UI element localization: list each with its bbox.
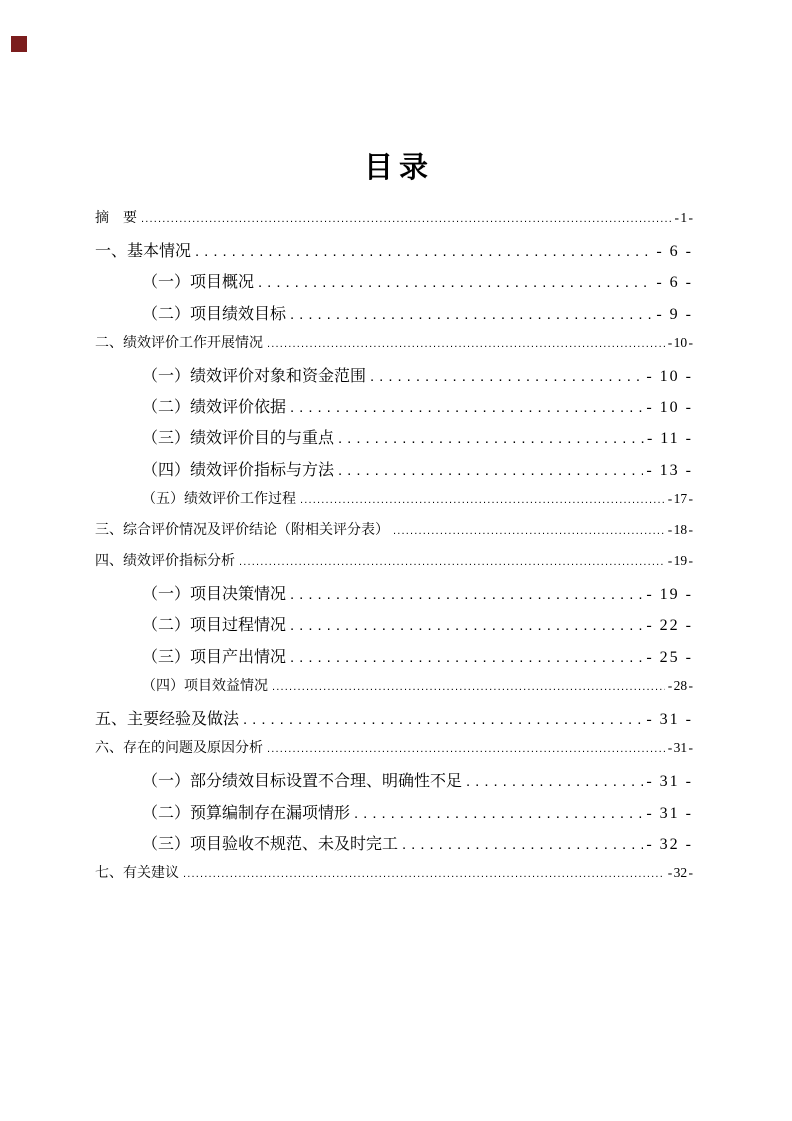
toc-entry-page: - 31 - <box>646 804 693 822</box>
toc-entry[interactable] <box>95 581 693 612</box>
toc-entry[interactable] <box>95 862 693 893</box>
toc-entry-page: - 10 - <box>667 334 693 350</box>
dot-leader <box>290 617 643 634</box>
toc-entry-title: （二）项目过程情况 <box>142 617 287 635</box>
toc-entry-page: - 10 - <box>646 399 693 417</box>
dot-leader <box>258 274 653 291</box>
dot-leader <box>183 868 665 880</box>
toc-entry[interactable] <box>95 519 693 550</box>
toc-entry-title: （四）绩效评价指标与方法 <box>142 461 335 479</box>
toc-entry-title: 三、综合评价情况及评价结论（附相关评分表） <box>95 520 389 537</box>
toc-entry[interactable] <box>95 301 693 332</box>
dot-leader <box>338 430 644 447</box>
toc-entry-title: 七、有关建议 <box>95 863 179 880</box>
toc-entry-title: 五、主要经验及做法 <box>95 711 240 728</box>
toc-entry-title: （三）绩效评价目的与重点 <box>142 430 335 448</box>
dot-leader <box>141 213 672 225</box>
toc-entry[interactable] <box>95 457 693 488</box>
toc-entry-title: （一）部分绩效目标设置不合理、明确性不足 <box>142 773 463 791</box>
toc-entry[interactable] <box>95 550 693 581</box>
toc-entry-page: - 31 - <box>646 773 693 791</box>
dot-leader <box>402 836 643 853</box>
dot-leader <box>393 525 665 537</box>
toc-entry-page: - 10 - <box>646 367 693 385</box>
dot-leader <box>272 681 665 693</box>
toc-entry[interactable] <box>95 207 693 238</box>
toc-entry-page: - 19 - <box>646 586 693 604</box>
toc-entry-title: （三）项目产出情况 <box>142 648 287 666</box>
toc-entry[interactable] <box>95 800 693 831</box>
toc-entry-page: - 17 - <box>667 490 693 506</box>
toc-entry-page: - 6 - <box>656 274 693 292</box>
toc-entry[interactable] <box>95 706 693 737</box>
toc-entry[interactable] <box>95 332 693 363</box>
dot-leader <box>466 773 643 790</box>
toc-title: 目录 <box>363 152 434 184</box>
toc-entry-page: - 11 - <box>646 430 693 448</box>
toc-entry-page: - 9 - <box>656 305 693 323</box>
dot-leader <box>267 743 665 755</box>
toc-entry-title: （二）绩效评价依据 <box>142 399 287 417</box>
toc-entry-page: - 19 - <box>667 553 693 569</box>
toc-entry-title: （一）项目概况 <box>142 274 255 292</box>
toc-entry-page: - 6 - <box>656 243 693 261</box>
toc-entry-title: 四、绩效评价指标分析 <box>95 552 235 569</box>
toc-entry-title: （五）绩效评价工作过程 <box>142 489 296 506</box>
dot-leader <box>300 494 665 506</box>
toc-entry[interactable] <box>95 768 693 799</box>
dot-leader <box>290 399 643 416</box>
toc-entry-page: - 1 - <box>674 210 693 225</box>
toc-entry-page: - 13 - <box>646 461 693 479</box>
dot-leader <box>267 338 665 350</box>
toc-entry-title: 一、基本情况 <box>95 243 192 261</box>
dot-leader <box>239 556 665 568</box>
toc-entry-page: - 32 - <box>646 835 693 853</box>
toc-entry-title: （二）预算编制存在漏项情形 <box>142 804 351 822</box>
toc-entry[interactable] <box>95 612 693 643</box>
toc-entry[interactable] <box>95 737 693 768</box>
dot-leader <box>195 243 653 260</box>
toc-entry-page: - 32 - <box>667 864 693 880</box>
toc-entry-page: - 31 - <box>646 711 693 728</box>
toc-entry-page: - 22 - <box>646 617 693 635</box>
toc-entry[interactable] <box>95 644 693 675</box>
dot-leader <box>354 805 643 822</box>
toc-entry-page: - 18 - <box>667 521 693 537</box>
toc-entry-title: （四）项目效益情况 <box>142 676 268 693</box>
toc-entry-title: 六、存在的问题及原因分析 <box>95 739 263 756</box>
dot-leader <box>370 368 643 385</box>
toc-entry[interactable] <box>95 394 693 425</box>
toc-entry[interactable] <box>95 238 693 269</box>
toc-entry[interactable] <box>95 488 693 519</box>
toc-list <box>95 207 693 893</box>
toc-entry[interactable] <box>95 425 693 456</box>
toc-entry-title: 摘 要 <box>95 209 137 225</box>
dot-leader <box>290 649 643 666</box>
dot-leader <box>290 586 643 603</box>
toc-entry-title: 二、绩效评价工作开展情况 <box>95 333 263 350</box>
toc-entry-title: （一）项目决策情况 <box>142 586 287 604</box>
toc-entry-page: - 28 - <box>667 677 693 693</box>
toc-entry[interactable] <box>95 363 693 394</box>
dot-leader <box>290 306 653 323</box>
dot-leader <box>243 711 643 728</box>
dot-leader <box>338 462 643 479</box>
toc-entry-page: - 25 - <box>646 648 693 666</box>
toc-entry[interactable] <box>95 675 693 706</box>
toc-entry[interactable] <box>95 269 693 300</box>
toc-entry-title: （三）项目验收不规范、未及时完工 <box>142 835 399 853</box>
toc-entry-page: - 31 - <box>667 740 693 756</box>
toc-entry-title: （二）项目绩效目标 <box>142 305 287 323</box>
toc-entry-title: （一）绩效评价对象和资金范围 <box>142 367 367 385</box>
toc-entry[interactable] <box>95 831 693 862</box>
corner-marker <box>11 36 27 52</box>
